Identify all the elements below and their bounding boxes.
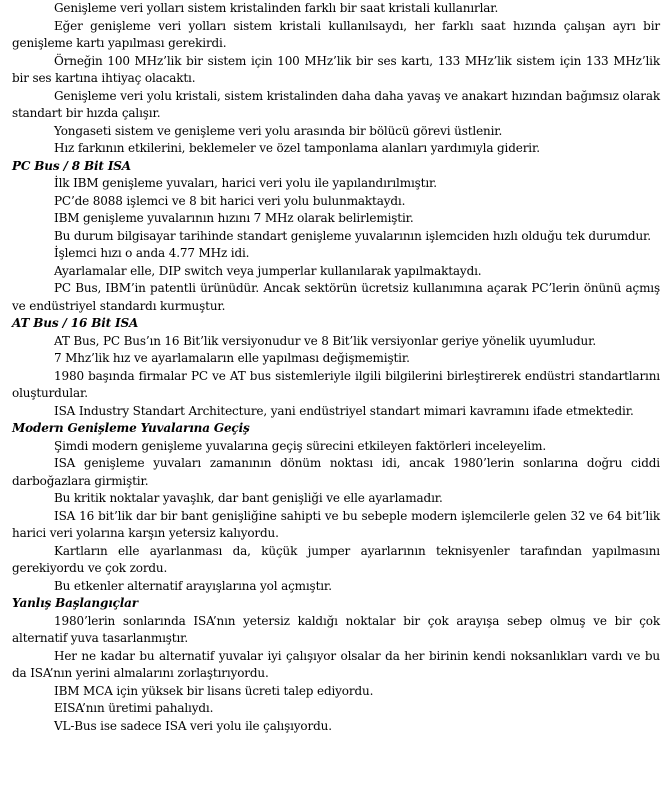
- paragraph: EISA’nın üretimi pahalıydı.: [54, 701, 214, 715]
- paragraph: Yongaseti sistem ve genişleme veri yolu arasında bir bölücü görevi üstlenir.: [54, 123, 503, 138]
- paragraph: ISA 16 bit’lik dar bir bant genişliğine sahipti ve bu sebeple modern işlemcilerle gelen 32 ve 64 bit’lik harici veri yolarına karşın yetersiz kalıyordu.: [12, 508, 660, 540]
- paragraph: PC Bus, IBM’in patentli ürünüdür. Ancak sektörün ücretsiz kullanımına açarak PC’lerin önünü açmış ve endüstriyel standardı kurmuştur.: [12, 281, 660, 313]
- paragraph: IBM MCA için yüksek bir lisans ücreti talep ediyordu.: [54, 683, 374, 698]
- paragraph: Bu durum bilgisayar tarihinde standart genişleme yuvalarının işlemciden hızlı olduğu tek durumdur.: [54, 228, 651, 243]
- paragraph: Eğer genişleme veri yolları sistem kristali kullanılsaydı, her farklı saat hızında çalışan ayrı bir genişleme kartı yapılması gerekirdi.: [12, 18, 660, 50]
- paragraph: Genişleme veri yolu kristali, sistem kristalinden daha daha yavaş ve anakart hızından bağımsız olarak standart bir hızda çalışır.: [12, 88, 660, 120]
- paragraph: Örneğin 100 MHz’lik bir sistem için 100 MHz’lik bir ses kartı, 133 MHz’lik sistem için 133 MHz’lik bir ses kartına ihtiyaç olacaktı.: [12, 53, 660, 85]
- paragraph: İlk IBM genişleme yuvaları, harici veri yolu ile yapılandırılmıştır.: [54, 176, 437, 190]
- paragraph: Kartların elle ayarlanması da, küçük jumper ayarlarının teknisyenler tarafından yapılmasını gerekiyordu ve çok zordu.: [12, 543, 660, 575]
- paragraph: ISA genişleme yuvaları zamanının dönüm noktası idi, ancak 1980’lerin sonlarına doğru ciddi darboğazlara girmiştir.: [12, 456, 660, 488]
- paragraph: Bu etkenler alternatif arayışlarına yol açmıştır.: [54, 578, 332, 593]
- section-heading: PC Bus / 8 Bit ISA: [12, 158, 131, 173]
- paragraph: İşlemci hızı o anda 4.77 MHz idi.: [54, 246, 250, 260]
- section-heading: Yanlış Başlangıçlar: [12, 596, 138, 610]
- paragraph: 1980’lerin sonlarında ISA’nın yetersiz kaldığı noktalar bir çok arayışa sebep olmuş ve bir çok alternatif yuva tasarlanmıştır.: [12, 613, 660, 645]
- section-heading: Modern Genişleme Yuvalarına Geçiş: [12, 421, 250, 435]
- paragraph: PC’de 8088 işlemci ve 8 bit harici veri yolu bulunmaktaydı.: [54, 193, 406, 208]
- paragraph: Ayarlamalar elle, DIP switch veya jumperlar kullanılarak yapılmaktaydı.: [54, 263, 482, 278]
- paragraph: ISA Industry Standart Architecture, yani endüstriyel standart mimari kavramını ifade etmektedir.: [54, 403, 634, 418]
- paragraph: VL-Bus ise sadece ISA veri yolu ile çalışıyordu.: [54, 718, 332, 733]
- paragraph: Şimdi modern genişleme yuvalarına geçiş sürecini etkileyen faktörleri inceleyelim.: [54, 438, 547, 453]
- paragraph: Hız farkının etkilerini, beklemeler ve özel tamponlama alanları yardımıyla giderir.: [54, 141, 540, 155]
- paragraph: 7 Mhz’lik hız ve ayarlamaların elle yapılması değişmemiştir.: [54, 351, 410, 365]
- paragraph: Bu kritik noktalar yavaşlık, dar bant genişliği ve elle ayarlamadır.: [54, 491, 443, 505]
- paragraph: Her ne kadar bu alternatif yuvalar iyi çalışıyor olsalar da her birinin kendi noksanlıkları vardı ve bu da ISA’nın yerini almalarını zorlaştırıyordu.: [12, 648, 660, 680]
- paragraph: AT Bus, PC Bus’ın 16 Bit’lik versiyonudur ve 8 Bit’lik versiyonlar geriye yönelik uyumludur.: [54, 333, 597, 348]
- section-heading: AT Bus / 16 Bit ISA: [12, 316, 139, 330]
- paragraph: Genişleme veri yolları sistem kristalinden farklı bir saat kristali kullanırlar.: [54, 1, 499, 15]
- paragraph: 1980 başında firmalar PC ve AT bus sistemleriyle ilgili bilgilerini birleştirerek endüstri standartlarını oluşturdular.: [12, 368, 660, 400]
- paragraph: IBM genişleme yuvalarının hızını 7 MHz olarak belirlemiştir.: [54, 211, 414, 225]
